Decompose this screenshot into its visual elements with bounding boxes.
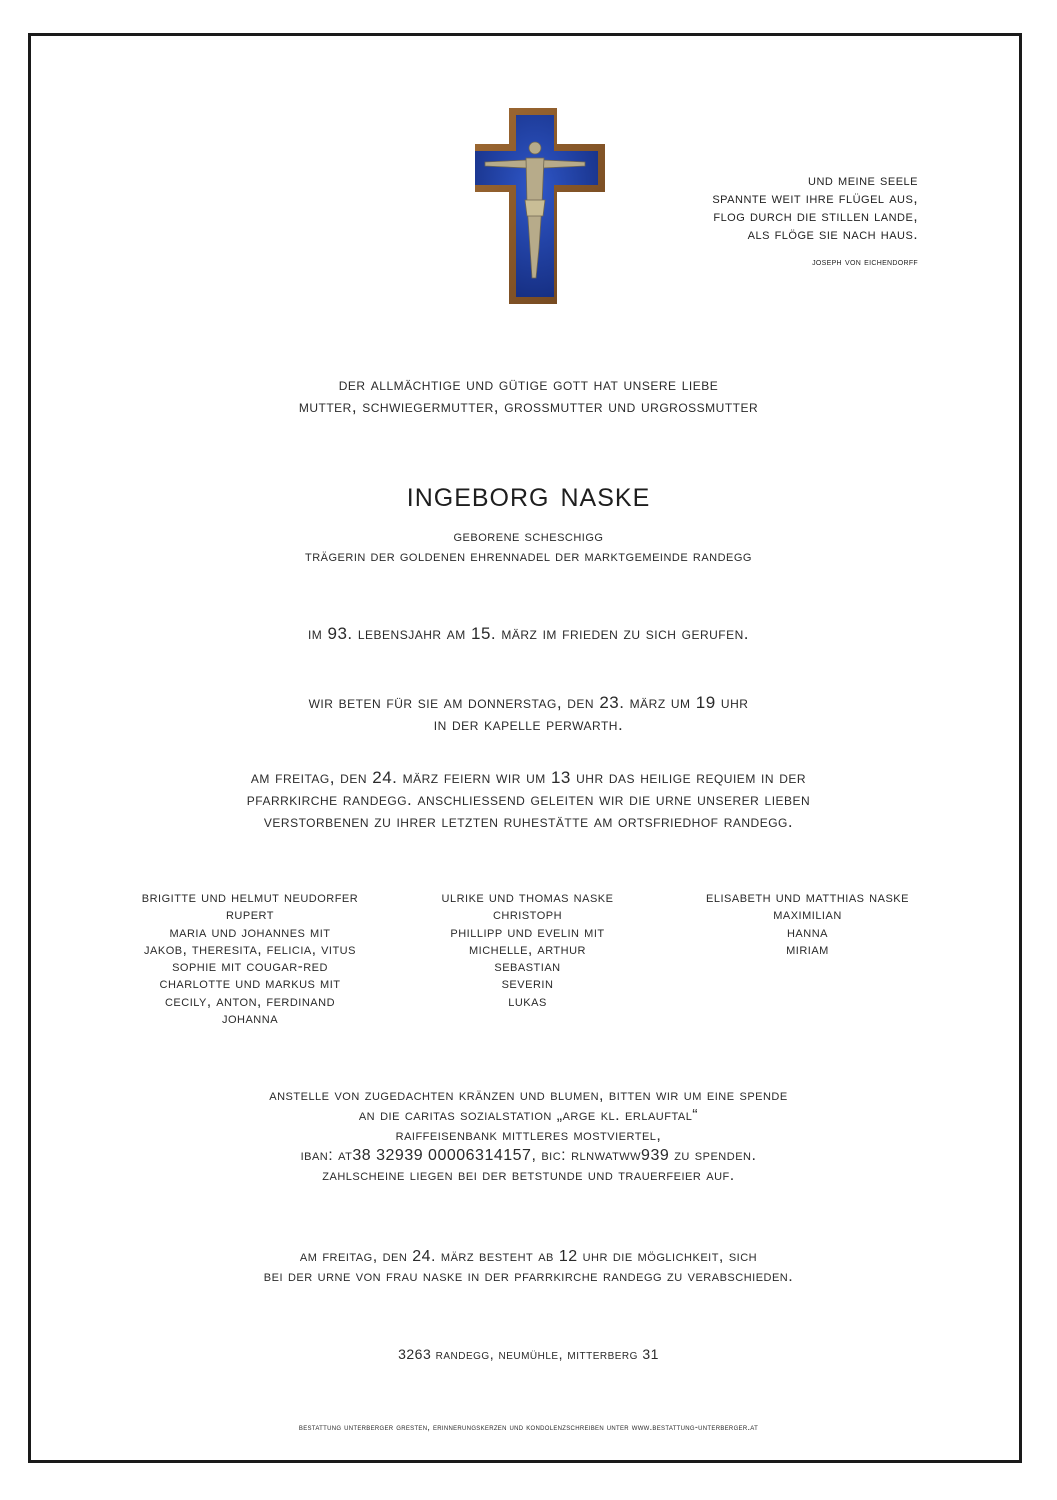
mourner-line: elisabeth und matthias naske [706,889,909,906]
mourner-line: phillipp und evelin mit [450,923,605,941]
requiem-notice [0,767,1057,833]
mourner-line: jakob, theresita, felicia, vitus [144,940,356,958]
birth-name: geborene scheschigg [453,528,604,545]
footer-note: bestattung unterberger gresten, erinnerungskerzen und kondolenzschreiben unter www.bestattung-unterberger.at [298,1422,759,1432]
mourners-column-1 [110,889,390,1027]
mourner-line: miriam [786,940,829,958]
donation-iban: iban: at38 32939 00006314157, bic: rlnwatww939 zu spenden. [300,1147,757,1164]
mourner-line: lukas [508,992,547,1010]
farewell-line: am freitag, den 24. märz besteht ab 12 uhr die möglichkeit, sich [299,1248,758,1265]
mourner-line: sebastian [494,958,561,976]
prayer-notice [0,692,1057,736]
birth-details [0,527,1057,567]
prayer-line: in der kapelle perwarth. [433,715,624,734]
requiem-line: am freitag, den 24. märz feiern wir um 13 uhr das heilige requiem in der [250,768,807,787]
mourner-line: severin [501,975,554,993]
donation-notice [0,1086,1057,1186]
donation-line: anstelle von zugedachten kränzen und blumen, bitten wir um eine spende [269,1087,788,1104]
donation-line: zahlscheine liegen bei der betstunde und trauerfeier auf. [322,1167,735,1184]
mourner-line: rupert [225,906,275,924]
mourner-line: christoph [492,906,563,924]
poem-line: und meine seele [808,172,918,189]
mourners-column-2 [395,889,660,1010]
farewell-notice [0,1247,1057,1287]
mourner-line: brigitte und helmut neudorfer [141,889,359,906]
intro-line: der allmächtige und gütige gott hat unsere liebe [338,375,719,394]
donation-line: raiffeisenbank mittleres mostviertel, [395,1127,662,1144]
mourner-line: maria und johannes mit [169,923,331,941]
mourners-column-3 [665,889,950,958]
address: 3263 randegg, neumühle, mitterberg 31 [398,1346,659,1362]
farewell-line: bei der urne von frau naske in der pfarrkirche randegg zu verabschieden. [263,1268,794,1285]
poem-quote [600,172,918,272]
poem-line: als flöge sie nach haus. [747,226,918,243]
mourner-line: sophie mit cougar-red [172,958,328,976]
poem-line: flog durch die stillen lande, [713,208,918,225]
intro-line: mutter, schwiegermutter, grossmutter und urgrossmutter [298,397,759,416]
death-notice: im 93. lebensjahr am 15. märz im frieden zu sich gerufen. [307,624,750,643]
mourner-line: michelle, arthur [469,940,586,958]
intro-text [0,374,1057,418]
prayer-line: wir beten für sie am donnerstag, den 23. märz um 19 uhr [308,693,749,712]
poem-line: spannte weit ihre flügel aus, [712,190,918,207]
deceased-name: ingeborg naske [406,473,651,514]
crucifix-icon [475,108,605,304]
requiem-line: verstorbenen zu ihrer letzten ruhestätte am ortsfriedhof randegg. [263,812,794,831]
mourner-line: johanna [221,1010,279,1028]
honor-line: trägerin der goldenen ehrennadel der marktgemeinde randegg [304,548,752,565]
poem-author: joseph von eichendorff [812,257,918,268]
donation-line: an die caritas sozialstation „arge kl. erlauftal“ [358,1107,699,1124]
mourner-line: cecily, anton, ferdinand [164,992,336,1010]
requiem-line: pfarrkirche randegg. anschliessend geleiten wir die urne unserer lieben [246,790,811,809]
mourner-line: charlotte und markus mit [159,975,341,993]
mourner-line: ulrike und thomas naske [441,889,614,906]
mourner-line: maximilian [773,906,842,924]
mourner-line: hanna [786,923,828,941]
